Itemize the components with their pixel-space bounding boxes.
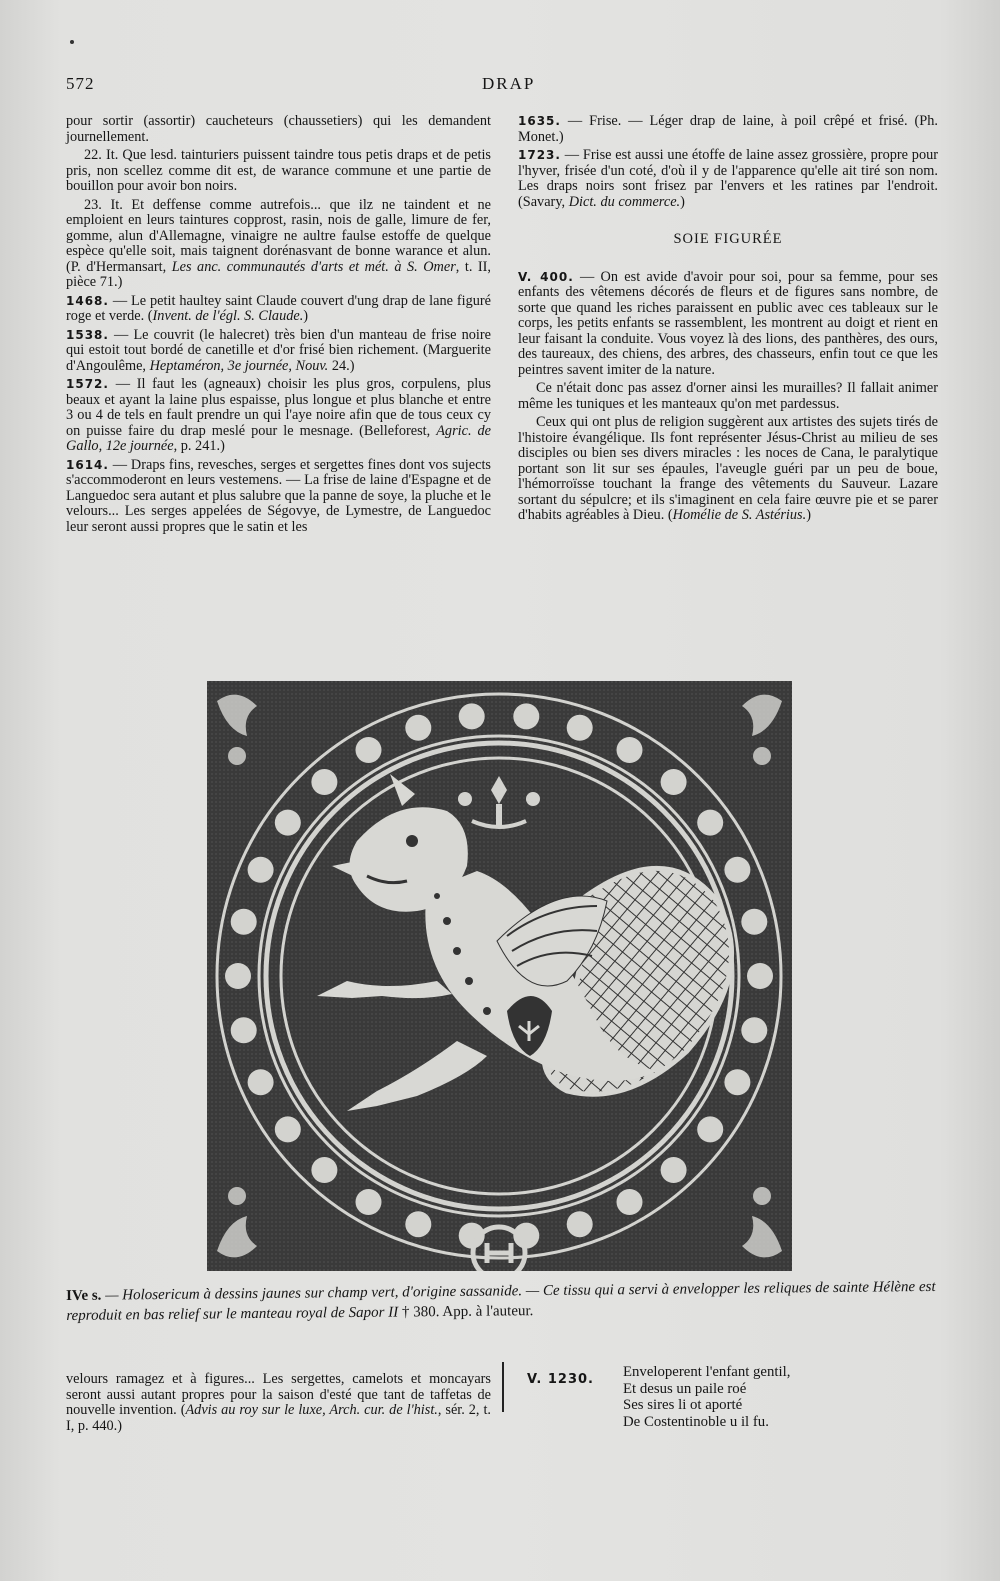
paragraph: 22. It. Que lesd. tainturiers puissent taindre tous petis draps et de petis pris, non scellez comme dit est, de warance commune et une partie de bouillon pour avoir bon noirs. (66, 147, 491, 194)
pearl-ornament (567, 715, 593, 741)
entry-1468: 1468. — Le petit haultey saint Claude couvert d'ung drap de lane figuré roge et verde. (Invent. de l'égl. S. Claude.) (66, 292, 491, 324)
pearl-ornament (661, 1157, 687, 1183)
pearl-ornament (697, 1116, 723, 1142)
pearl-ornament (231, 909, 257, 935)
verse-quote (623, 1364, 790, 1430)
entry-year: 1614. (66, 457, 109, 472)
pearl-ornament (617, 737, 643, 763)
verse-line: Ses sires li ot aporté (623, 1397, 743, 1413)
entry-year: 1723. (518, 148, 561, 162)
entry-1572: 1572. — Il faut les (agneaux) choisir les plus gros, corpulens, plus beaux et ayant la laine plus espaisse, plus longue et plus blanche et entre 3 ou 4 de tels en fault prendre un qui l'aye noire afin que de tous ceux cy on puisse faire du drap meslé pour le mesnage. (Belleforest, Agric. de Gallo, 12e journée, p. 241.) (66, 376, 491, 454)
verse-line: Et desus un paile roé (623, 1380, 747, 1397)
entry-year: V. 400. (518, 269, 574, 284)
pearl-ornament (724, 1069, 750, 1095)
figure-caption: IVe s. — Holosericum à dessins jaunes sur champ vert, d'origine sassanide. — Ce tissu qui a servi à envelopper les reliques de sainte Hélène est reproduit en bas relief sur le manteau royal de Sapor II † 380. App. à l'auteur. (66, 1278, 936, 1324)
verse-line: De Costentinoble u il fu. (623, 1413, 769, 1430)
entry-year: 1538. (66, 327, 109, 342)
textile-illustration (207, 681, 792, 1271)
entry-year: 1468. (66, 293, 109, 308)
pearl-ornament (513, 703, 539, 729)
pearl-ornament (225, 963, 251, 989)
running-head: DRAP (482, 74, 536, 93)
sassanid-roundel-image (207, 681, 792, 1271)
paragraph: 23. It. Et deffense comme autrefois... que ilz ne taindent et ne emploient en leurs taintures copprost, rasin, nois de galle, limure de fer, gomme, alun d'Allemagne, vinaigre ne aultre faulse estoffe de quelque espèce qu'elle soit, mais taignent dorénasvant de bonne warance et alun. (P. d'Hermansart, Les anc. communautés d'arts et mét. à S. Omer, t. II, pièce 71.) (66, 196, 491, 290)
page-number: 572 (66, 74, 95, 93)
entry-1635: 1635. — Frise. — Léger drap de laine, à poil crêpé et frisé. (Ph. Monet.) (518, 113, 938, 145)
pearl-ornament (747, 963, 773, 989)
column-rule (502, 1362, 504, 1412)
pearl-ornament (405, 1211, 431, 1237)
pearl-ornament (741, 1017, 767, 1043)
pearl-ornament (459, 703, 485, 729)
pearl-ornament (405, 715, 431, 741)
ink-speck (70, 40, 74, 44)
entry-1723: 1723. — Frise est aussi une étoffe de laine assez grossière, propre pour l'hyver, frisée d'un coté, d'où il y de l'apparence qu'elle ait tiré son nom. Les draps noirs sont frisez par l'envers et les ratines par l'endroit. (Savary, Dict. du commerce.) (518, 147, 938, 210)
caption-century: IVe s. (66, 1287, 102, 1304)
entry-year: 1572. (66, 377, 109, 391)
pearl-ornament (275, 1116, 301, 1142)
pearl-ornament (248, 857, 274, 883)
paragraph: Ceux qui ont plus de religion suggèrent aux artistes des sujets tirés de l'histoire évangélique. Ils font représenter Jésus-Christ au milieu de ses disciples ou bien ses divers miracles : les noces de Cana, le paralytique portant son lit sur ses épaules, l'aveugle guéri par un peu de boue, l'hémorroïsse touchant la frange des vêtements du Sauveur. Lazare sortant du sépulcre; et ils s'imaginent en cela faire œuvre pie et se parer d'habits agréables à Dieu. (Homélie de S. Astérius.) (518, 414, 938, 523)
entry-1614: 1614. — Draps fins, revesches, serges et sergettes fines dont vos sujects s'accommoderont en leurs vestemens. — La frise de laine d'Espagne et de Languedoc sera autant et plus salubre que la panne de soye, la pluche et le velours... Les serges appelées de Ségovye, de Lymestre, de Languedoc leur seront aussi propres que le satin et les (66, 456, 491, 535)
paragraph: pour sortir (assortir) caucheteurs (chaussetiers) qui les demandent journellement. (66, 113, 491, 145)
entry-v400: V. 400. — On est avide d'avoir pour soi, pour sa femme, pour ses enfants des vêtemens décorés de fleurs et de figures sans nombre, de sorte que quand les riches paraissent en public avec ces tableaux sur le corps, les petits enfants se rassemblent, les montrent au doigt et rient en leur faisant la conduite. Vous voyez là des lions, des panthères, des ours, des taureaux, des chiens, des arbres, des chasseurs, enfin tout ce que les peintres savent imiter de la nature. (518, 268, 938, 378)
entry-year: 1635. (518, 114, 561, 128)
pearl-ornament (248, 1069, 274, 1095)
pearl-ornament (356, 1189, 382, 1215)
pearl-ornament (661, 769, 687, 795)
pearl-ornament (231, 1017, 257, 1043)
pearl-ornament (741, 909, 767, 935)
continuation-paragraph: velours ramagez et à figures... Les sergettes, camelots et moncayars seront aussi autant propres pour la saison d'esté que tant de taffetas de nouvelle invention. (Advis au roy sur le luxe, Arch. cur. de l'hist., sér. 2, t. I, p. 440.) (66, 1371, 491, 1434)
pearl-ornament (697, 810, 723, 836)
left-column (66, 114, 491, 538)
pearl-ornament (617, 1189, 643, 1215)
pearl-ornament (567, 1211, 593, 1237)
paragraph: Ce n'était donc pas assez d'orner ainsi les murailles? Il fallait animer même les tuniques et les manteaux qu'on met pardessus. (518, 380, 938, 412)
verse-reference: V. 1230. (527, 1372, 594, 1387)
pearl-ornament (311, 1157, 337, 1183)
right-column (518, 114, 938, 527)
verse-line: Enveloperent l'enfant gentil, (623, 1364, 791, 1380)
pearl-ornament (275, 810, 301, 836)
entry-1538: 1538. — Le couvrit (le halecret) très bien d'un manteau de frise noire qui estoit tout bordé de canetille et d'or frisé bien richement. (Marguerite d'Angoulême, Heptaméron, 3e journée, Nouv. 24.) (66, 326, 491, 374)
section-title: SOIE FIGURÉE (673, 231, 783, 247)
pearl-ornament (311, 769, 337, 795)
pearl-ornament (724, 857, 750, 883)
pearl-ornament (356, 737, 382, 763)
